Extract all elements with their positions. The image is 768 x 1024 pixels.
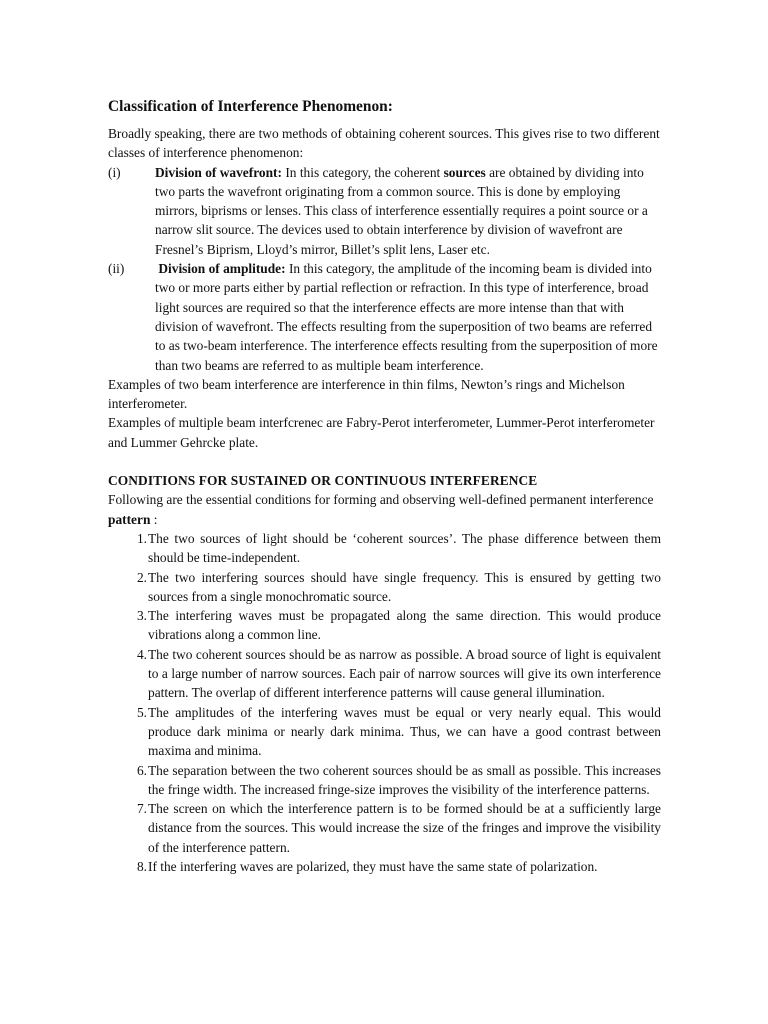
list-text: The two coherent sources should be as narrow as possible. A broad source of light is equivalent to a large number of narrow sources. Each pair of narrow sources will give its own interference pattern. The overlap of different interference patterns will cause general illumination. [148, 646, 661, 701]
list-number: 6. [136, 762, 147, 778]
list-item [108, 857, 661, 876]
list-item [108, 606, 661, 645]
list-text: The two interfering sources should have single frequency. This is ensured by getting two sources from a single monochromatic source. [148, 569, 661, 604]
list-number: 8. [136, 858, 147, 874]
list-item [108, 568, 661, 607]
bold-word: sources [443, 164, 486, 180]
term-label: Division of amplitude: [158, 261, 286, 277]
section-title: Classification of Interference Phenomenon: [108, 98, 393, 115]
list-number: 5. [136, 704, 147, 720]
list-item [108, 761, 661, 800]
document-page [108, 96, 661, 876]
item-number: (ii) [108, 261, 125, 277]
list-text: The separation between the two coherent sources should be as small as possible. This increases the fringe width. The increased fringe-size improves the visibility of the interference patterns. [148, 762, 661, 797]
term-label: Division of wavefront: [155, 164, 282, 180]
list-item [108, 529, 661, 568]
conditions-intro [108, 490, 661, 529]
definition-item-amplitude [108, 259, 661, 375]
list-text: If the interfering waves are polarized, they must have the same state of polarization. [148, 858, 598, 874]
list-number: 2. [136, 569, 147, 585]
list-text: The interfering waves must be propagated along the same direction. This would produce vibrations along a common line. [148, 608, 661, 643]
definition-text-part: In this category, the coherent [281, 164, 444, 180]
definition-body [155, 163, 661, 259]
section-heading: CONDITIONS FOR SUSTAINED OR CONTINUOUS INTERFERENCE [108, 473, 538, 489]
definition-text-part: are obtained by dividing into two parts the wavefront originating from a common source. This is done by employing mirrors, biprisms or lenses. This class of interference essentially requires a point source or a narrow slit source. The devices used to obtain interference by division of wavefront are Fresnel’s Biprism, Lloyd’s mirror, Billet’s split lens, Laser etc. [155, 164, 648, 257]
item-number: (i) [108, 164, 121, 180]
definition-item-wavefront [108, 163, 661, 259]
list-number: 3. [136, 608, 147, 624]
list-item [108, 799, 661, 857]
definition-body [155, 259, 661, 375]
list-number: 1. [136, 530, 147, 546]
list-text: The screen on which the interference pattern is to be formed should be at a sufficiently large distance from the sources. This would increase the size of the fringes and improve the visibility of the interference pattern. [148, 801, 661, 855]
examples-two-beam: Examples of two beam interference are interference in thin films, Newton’s rings and Michelson interferometer. [108, 376, 625, 412]
list-number: 7. [136, 801, 147, 817]
list-item [108, 703, 661, 761]
bold-word: pattern [108, 511, 151, 527]
examples-multiple-beam: Examples of multiple beam interfcrenec are Fabry-Perot interferometer, Lummer-Perot interferometer and Lummer Gehrcke plate. [108, 415, 655, 450]
intro-text: Following are the essential conditions for forming and observing well-defined permanent interference [108, 492, 654, 508]
list-text: The amplitudes of the interfering waves must be equal or very nearly equal. This would produce dark minima or nearly dark minima. Thus, we can have a good contrast between maxima and minima. [148, 704, 661, 759]
conditions-list [108, 529, 661, 876]
definition-text: In this category, the amplitude of the incoming beam is divided into two or more parts either by partial reflection or refraction. In this type of interference, broad light sources are required so that the interference effects are more intense than that with division of wavefront. The effects resulting from the superposition of two beams are referred to as two-beam interference. The interference effects resulting from the superposition of more than two beams are referred to as multiple beam interference. [155, 261, 658, 373]
list-text: The two sources of light should be ‘coherent sources’. The phase difference between them should be time-independent. [148, 530, 661, 566]
intro-paragraph: Broadly speaking, there are two methods of obtaining coherent sources. This gives rise to two different classes of interference phenomenon: [108, 126, 660, 161]
intro-text-end: : [150, 511, 158, 527]
list-number: 4. [136, 646, 147, 662]
list-item [108, 645, 661, 703]
